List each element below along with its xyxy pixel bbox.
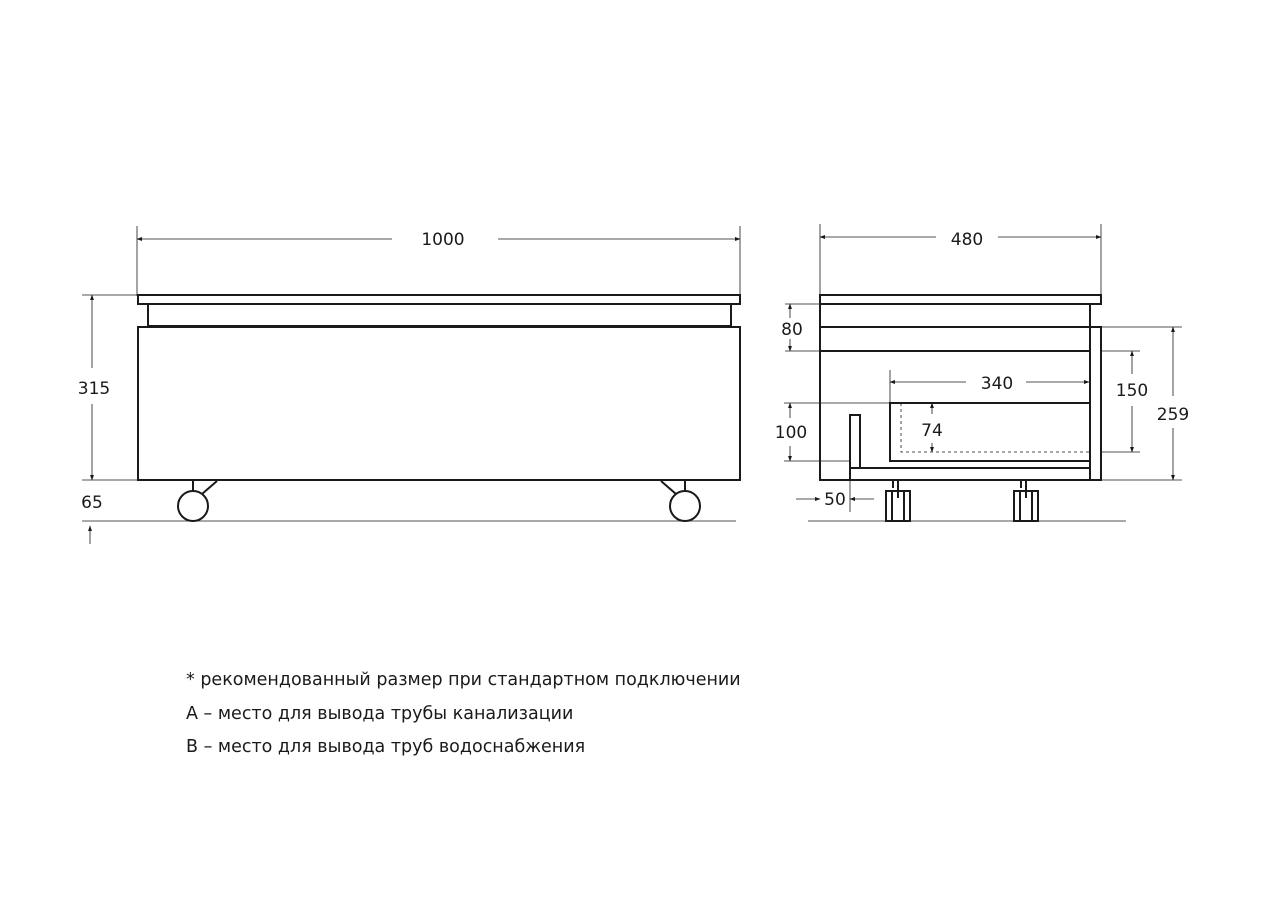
side-caster-left [886,481,910,521]
note-water-outlet: В – место для вывода труб водоснабжения [186,737,586,757]
side-inner-height-label: 74 [921,421,943,441]
side-view [775,224,1189,521]
front-legs-label: 65 [81,493,103,513]
side-top-label: 80 [781,320,803,340]
front-wheel-right [661,481,700,521]
side-depth-label: 480 [950,230,984,250]
note-sewage-outlet: А – место для вывода трубы канализации [186,703,574,724]
front-width-label: 1000 [421,230,465,250]
side-countertop [820,295,1101,304]
side-recess [820,304,1090,327]
front-countertop [138,295,740,304]
side-lower-label: 100 [774,423,808,443]
front-recess [148,304,731,326]
front-wheel-left [178,481,217,521]
side-caster-right [1014,481,1038,521]
note-recommended: * рекомендованный размер при стандартном подключении [186,670,741,690]
side-inner-depth-label: 340 [980,374,1014,394]
side-total-height-label: 259 [1156,405,1190,425]
notes-block [186,664,741,765]
front-view [78,226,740,544]
side-drawer-back [850,415,860,468]
side-offset-label: 50 [824,490,846,510]
side-front-panel [1090,327,1101,480]
side-outlet-label: 150 [1115,381,1149,401]
front-height-label: 315 [77,379,111,399]
side-drawer-bottom [850,468,1090,480]
front-body [138,327,740,480]
